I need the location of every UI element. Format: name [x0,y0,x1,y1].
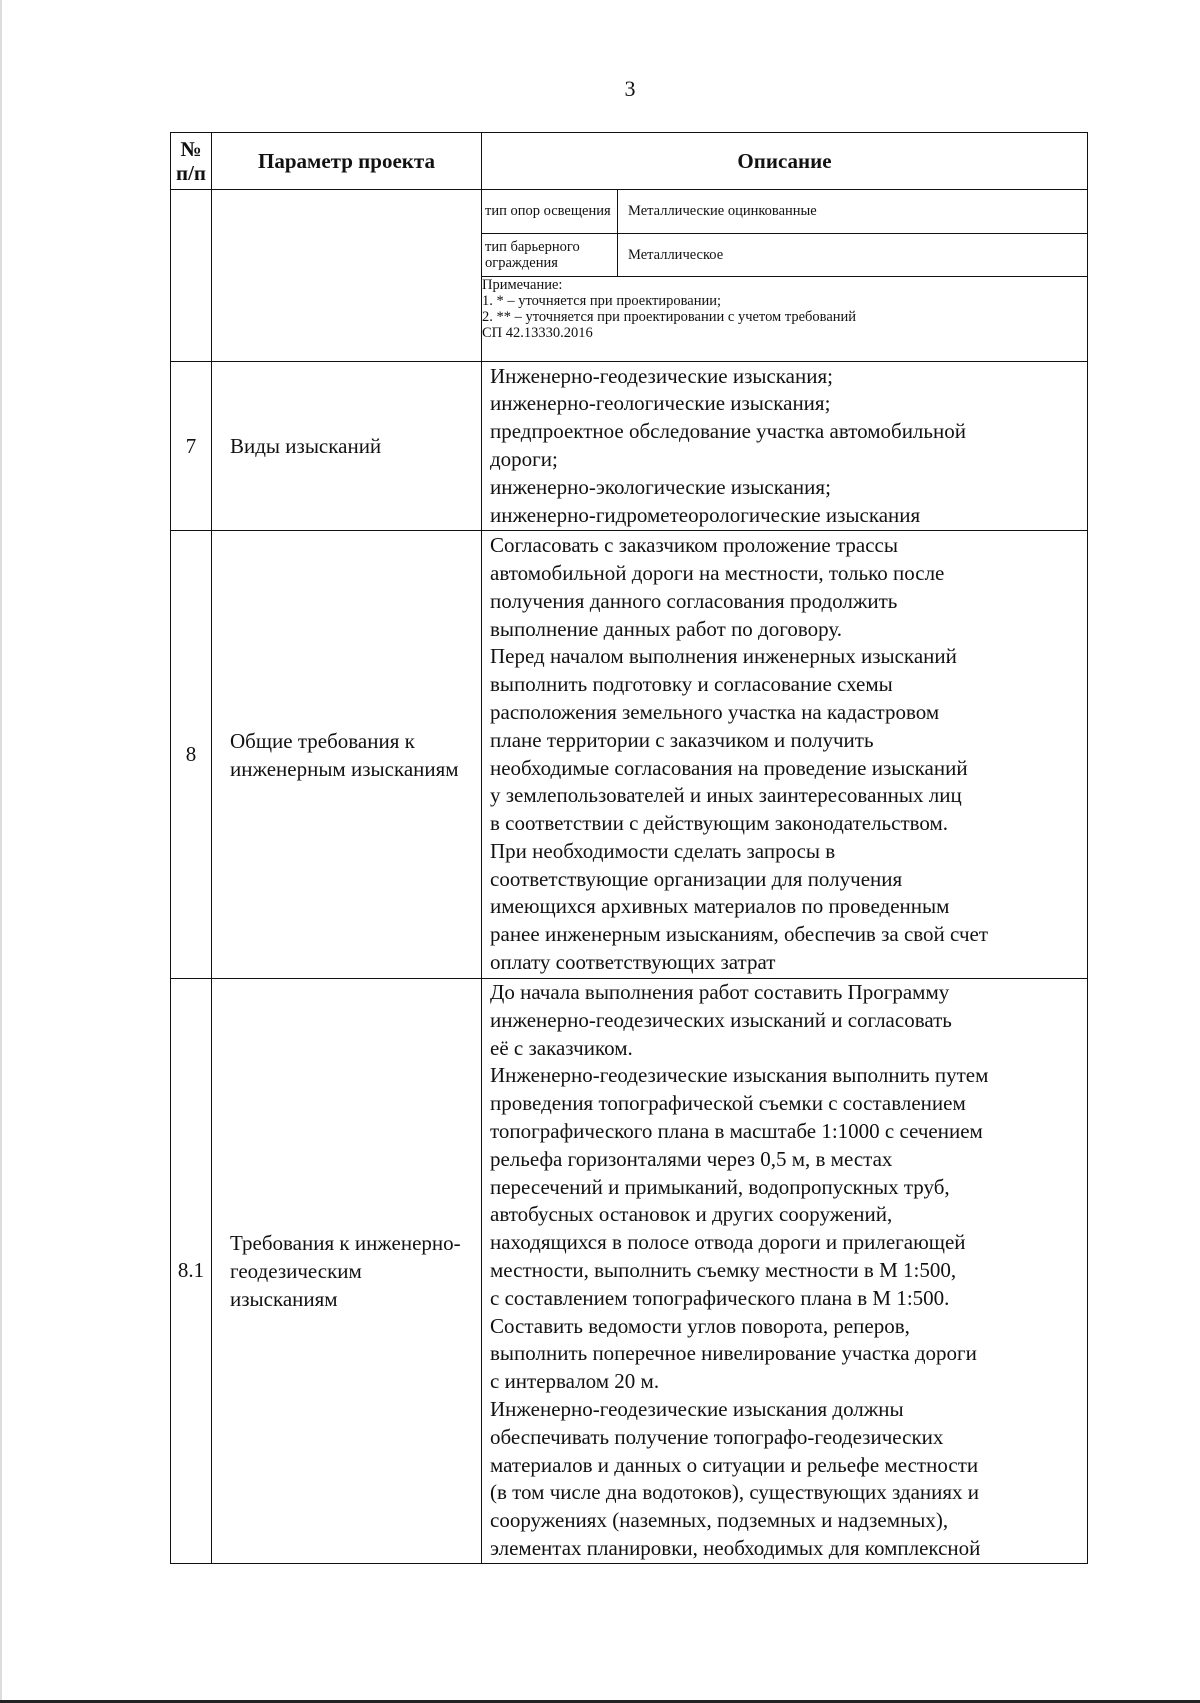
desc-line: в соответствии с действующим законодательством. [490,811,949,836]
row-param: Общие требования к инженерным изысканиям [212,531,482,979]
desc-line: топографического плана в масштабе 1:1000 с сечением [490,1118,983,1143]
nested-spec-table [482,190,1087,341]
desc-line: обеспечивать получение топографо-геодезических [490,1424,944,1449]
row-description [482,531,1088,979]
row-description [482,190,1088,362]
header-desc: Описание [482,133,1088,190]
header-param: Параметр проекта [212,133,482,190]
note-block [482,276,1087,341]
desc-line: рельефа горизонталями через 0,5 м, в местах [490,1146,893,1171]
desc-line: (в том числе дна водотоков), существующих зданиях и [490,1480,980,1505]
desc-line: соответствующие организации для получения [490,866,903,891]
note-line: 1. * – уточняется при проектировании; [482,292,722,309]
row-description [482,362,1088,531]
desc-line: с составлением топографического плана в М 1:500. [490,1285,950,1310]
desc-line: инженерно-экологические изыскания; [490,474,831,499]
spec-row [482,233,1087,276]
desc-line: выполнить подготовку и согласование схемы [490,672,893,697]
desc-line: Перед началом выполнения инженерных изысканий [490,644,957,669]
note-row [482,276,1087,341]
spec-row [482,190,1087,233]
desc-line: местности, выполнить съемку местности в М 1:500, [490,1257,957,1282]
desc-line: имеющихся архивных материалов по проведенным [490,894,950,919]
desc-line: выполнение данных работ по договору. [490,616,842,641]
row-param [212,190,482,362]
desc-line: При необходимости сделать запросы в [490,838,836,863]
note-line: СП 42.13330.2016 [482,324,593,341]
desc-line: её с заказчиком. [490,1035,633,1060]
desc-line: предпроектное обследование участка автомобильной [490,419,966,444]
desc-line: проведения топографической съемки с составлением [490,1091,966,1116]
table-row-8 [171,531,1088,979]
desc-line: получения данного согласования продолжить [490,588,898,613]
desc-line: Составить ведомости углов поворота, реперов, [490,1313,910,1338]
spec-key: тип опор освещения [482,190,618,233]
table-row-8-1 [171,979,1088,1564]
desc-line: выполнить поперечное нивелирование участка дороги [490,1341,977,1366]
page-number: 3 [624,76,636,101]
desc-line: Согласовать с заказчиком проложение трассы [490,533,898,558]
desc-line: расположения земельного участка на кадастровом [490,699,940,724]
desc-line: автомобильной дороги на местности, только после [490,560,945,585]
desc-line: плане территории с заказчиком и получить [490,727,874,752]
desc-line: До начала выполнения работ составить Программу [490,980,950,1004]
note-line: 2. ** – уточняется при проектировании с учетом требований [482,308,857,325]
row-number: 8 [171,531,212,979]
desc-line: Инженерно-геодезические изыскания выполнить путем [490,1063,989,1088]
scan-edge-mark [0,0,2,1703]
row-param: Требования к инженерно-геодезическим изысканиям [212,979,482,1564]
table-row-7 [171,362,1088,531]
row-param: Виды изысканий [212,362,482,531]
row-number: 7 [171,362,212,531]
spec-value: Металлические оцинкованные [618,190,1088,233]
table-row-continued [171,190,1088,362]
desc-line: Инженерно-геодезические изыскания должны [490,1396,904,1421]
desc-line: автобусных остановок и других сооружений, [490,1202,893,1227]
row-description [482,979,1088,1564]
desc-line: инженерно-гидрометеорологические изыскания [490,502,921,527]
desc-line: ранее инженерным изысканиям, обеспечив за свой счет [490,922,989,947]
desc-line: элементах планировки, необходимых для комплексной [490,1535,981,1560]
header-num: № п/п [171,133,212,190]
desc-line: инженерно-геодезических изысканий и согласовать [490,1007,952,1032]
desc-line: дороги; [490,447,558,471]
requirements-table [170,132,1088,1564]
desc-line: Инженерно-геодезические изыскания; [490,363,833,388]
note-line: Примечание: [482,276,563,293]
desc-line: находящихся в полосе отвода дороги и прилегающей [490,1230,966,1255]
desc-line: сооружениях (наземных, подземных и надземных), [490,1508,949,1533]
spec-value: Металлическое [618,233,1088,276]
desc-line: инженерно-геологические изыскания; [490,391,831,416]
spec-key: тип барьерного ограждения [482,233,618,276]
row-number: 8.1 [171,979,212,1564]
table-header-row [171,133,1088,190]
desc-line: необходимые согласования на проведение изысканий [490,755,968,780]
row-number [171,190,212,362]
desc-line: материалов и данных о ситуации и рельефе местности [490,1452,979,1477]
desc-line: пересечений и примыканий, водопропускных труб, [490,1174,950,1199]
desc-line: оплату соответствующих затрат [490,950,776,975]
desc-line: с интервалом 20 м. [490,1369,660,1394]
desc-line: у землепользователей и иных заинтересованных лиц [490,783,962,808]
